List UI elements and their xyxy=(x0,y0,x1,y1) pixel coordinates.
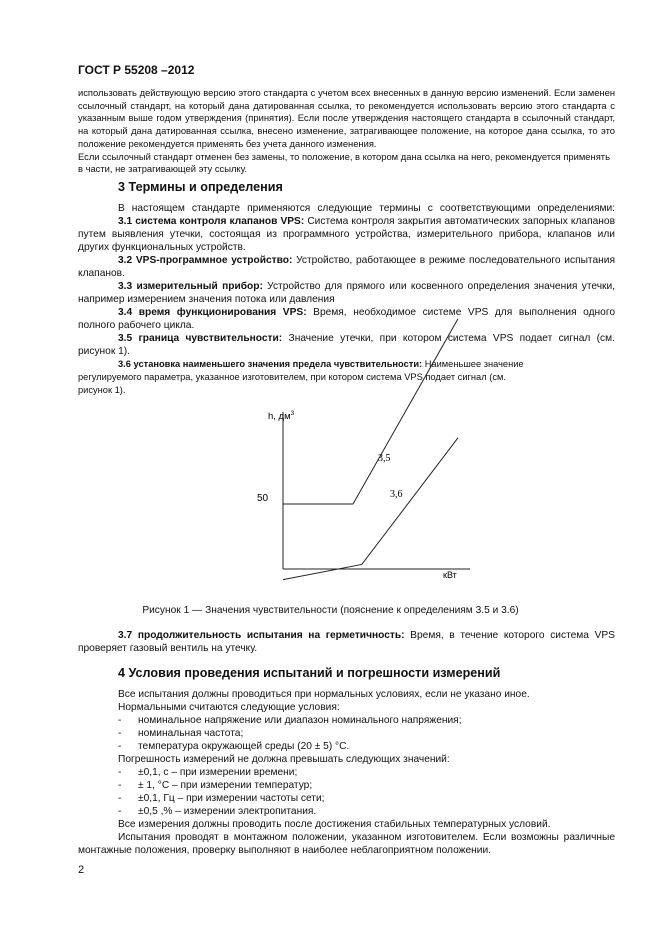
intro-paragraph-1: использовать действующую версию этого стандарта с учетом всех внесенных в данную версию изменений. Если заменен ссылочный стандарт, на который дана датированная ссылка, то рекомендуется использовать версию этого стандарта с указанным выше годом утверждения (принятия). Если после утверждения настоящего стандарта в ссылочный стандарт, на который дана датированная ссылка, внесено изменение, затрагивающее положение, на которое дана ссылка, то это положение рекомендуется применять без учета данного изменения. xyxy=(78,87,615,149)
curve-label-3-6: 3,6 xyxy=(390,489,403,500)
term-3-7-block xyxy=(78,629,615,655)
series-line-1 xyxy=(283,319,458,504)
intro-paragraph-2: Если ссылочный стандарт отменен без замены, то положение, в котором дана ссылка на него, рекомендуется применять в части, не затрагивающей эту ссылку. xyxy=(78,150,610,175)
figure-caption: Рисунок 1 — Значения чувствительности (пояснение к определениям 3.5 и 3.6) xyxy=(142,605,519,616)
y-axis-label: h, $дм^3$ xyxy=(268,410,295,422)
condition-item: - температура окружающей среды (20 ± 5) °С. xyxy=(118,741,350,752)
term-3-1: 3.1 система контроля клапанов VPS: Система контроля закрытия автоматических запорных клапанов путем выявления утечки, состоящая из программного устройства, измерительного прибора, клапанов или других функциональных устройств. xyxy=(78,216,615,253)
section-4-para-5: Испытания проводят в монтажном положении, указанном изготовителем. Если возможны различные монтажные положения, проверку выполняют в наиболее неблагоприятном положении. xyxy=(78,832,615,856)
error-item: - ± 1, °С – при измерении температур; xyxy=(118,780,313,791)
section-4-para-4: Все измерения должны проводить после достижения стабильных температурных условий. xyxy=(118,819,551,830)
section-4-para-2: Нормальными считаются следующие условия: xyxy=(118,702,340,713)
condition-item: - номинальное напряжение или диапазон номинального напряжения; xyxy=(118,715,462,726)
error-item: - ±0,1, Гц – при измерении частоты сети; xyxy=(118,793,325,804)
document-header: ГОСТ Р 55208 –2012 xyxy=(78,63,195,77)
page-number: 2 xyxy=(78,864,85,876)
series-line-2 xyxy=(283,438,458,580)
section-4-para-1: Все испытания должны проводиться при нормальных условиях, если не указано иное. xyxy=(118,689,530,700)
y-tick-label: 50 xyxy=(257,493,269,504)
error-item: - ±0,5 ,% – измерении электропитания. xyxy=(118,806,317,817)
term-3-3: 3.3 измерительный прибор: Устройство для прямого или косвенного определения значения утечки, например измерением значения потока или давления xyxy=(78,281,615,305)
condition-item: - номинальная частота; xyxy=(118,728,244,739)
section-4-para-3: Погрешность измерений не должна превышать следующих значений: xyxy=(118,754,450,765)
term-3-4: 3.4 время функционирования VPS: Время, необходимое системе VPS для выполнения одного полного рабочего цикла. xyxy=(78,307,615,331)
term-3-7: 3.7 продолжительность испытания на герметичность: Время, в течение которого система VPS проверяет газовый вентиль на утечку. xyxy=(78,630,615,654)
error-item: - ±0,1, с – при измерении времени; xyxy=(118,767,298,778)
section-3-title: 3 Термины и определения xyxy=(118,180,283,194)
section-4-title: 4 Условия проведения испытаний и погрешности измерений xyxy=(118,666,501,680)
term-3-6: 3.6 установка наименьшего значения предела чувствительности: Наименьшее значение регулируемого параметра, указанное изготовителем, при котором система VPS подает сигнал (см. рисунок 1). xyxy=(78,359,524,395)
section-4-body xyxy=(78,688,615,857)
curve-label-3-5: 3,5 xyxy=(378,453,391,464)
term-3-2: 3.2 VPS-программное устройство: Устройство, работающее в режиме последовательного испытания клапанов. xyxy=(78,255,615,279)
section-3-intro: В настоящем стандарте применяются следующие термины с соответствующими определениями: xyxy=(118,203,615,214)
term-3-5: 3.5 граница чувствительности: Значение утечки, при котором система VPS подает сигнал (см. рисунок 1). xyxy=(78,333,615,357)
x-axis-label: кВт xyxy=(443,570,457,580)
